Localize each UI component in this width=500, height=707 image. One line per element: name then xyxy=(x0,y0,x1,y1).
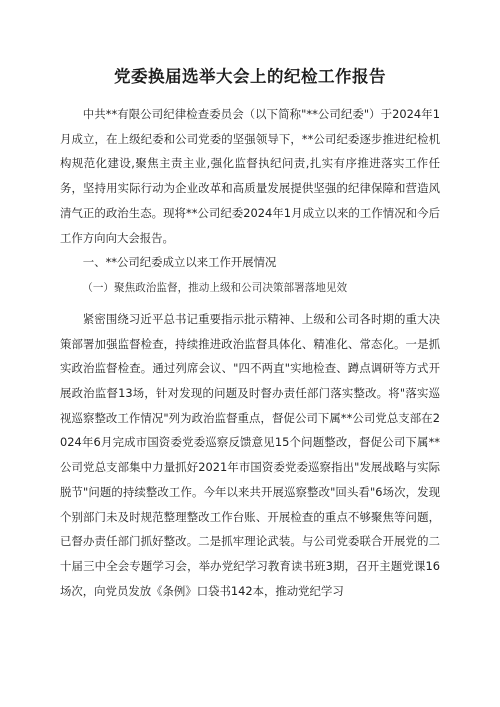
subsection-heading: （一）聚焦政治监督，推动上级和公司决策部署落地见效 xyxy=(82,281,348,294)
document-title: 党委换届选举大会上的纪检工作报告 xyxy=(114,67,386,86)
section-heading: 一、**公司纪委成立以来工作开展情况 xyxy=(82,255,277,270)
intro-paragraph: 中共**有限公司纪律检查委员会（以下简称"**公司纪委"）于2024年1月成立，在上级纪委和公司党委的坚强领导下，**公司纪委逐步推进纪检机构规范化建设,聚焦主责主业,强化监督执纪问责,扎实有序推进落实工作任务，坚持用实际行动为企业改革和高质量发展提供坚强的纪律保障和营造风清气正的政治生态。现将**公司纪委2024年1月成立以来的工作情况和今后工作方向向大会报告。 xyxy=(60,107,440,245)
body-paragraph: 紧密围绕习近平总书记重要指示批示精神、上级和公司各时期的重大决策部署加强监督检查，持续推进政治监督具体化、精准化、常态化。一是抓实政治监督检查。通过列席会议、"四不两直"实地检查、蹲点调研等方式开展政治监督13场，针对发现的问题及时督办责任部门落实整改。将"落实巡视巡察整改工作情况"列为政治监督重点，督促公司下属**公司党总支部在2024年6月完成市国资委党委巡察反馈意见15个问题整改，督促公司下属**公司党总支部集中力量抓好2021年市国资委党委巡察指出"发展战略与实际脱节"问题的持续整改工作。今年以来共开展巡察整改"回头看"6场次，发现个别部门未及时规范整理整改工作台账、开展检查的重点不够聚焦等问题，已督办责任部门抓好整改。二是抓牢理论武装。与公司党委联合开展党的二十届三中全会专题学习会，举办党纪学习教育读书班3期，召开主题党课16场次，向党员发放《条例》口袋书142本，推动党纪学习 xyxy=(60,311,440,598)
